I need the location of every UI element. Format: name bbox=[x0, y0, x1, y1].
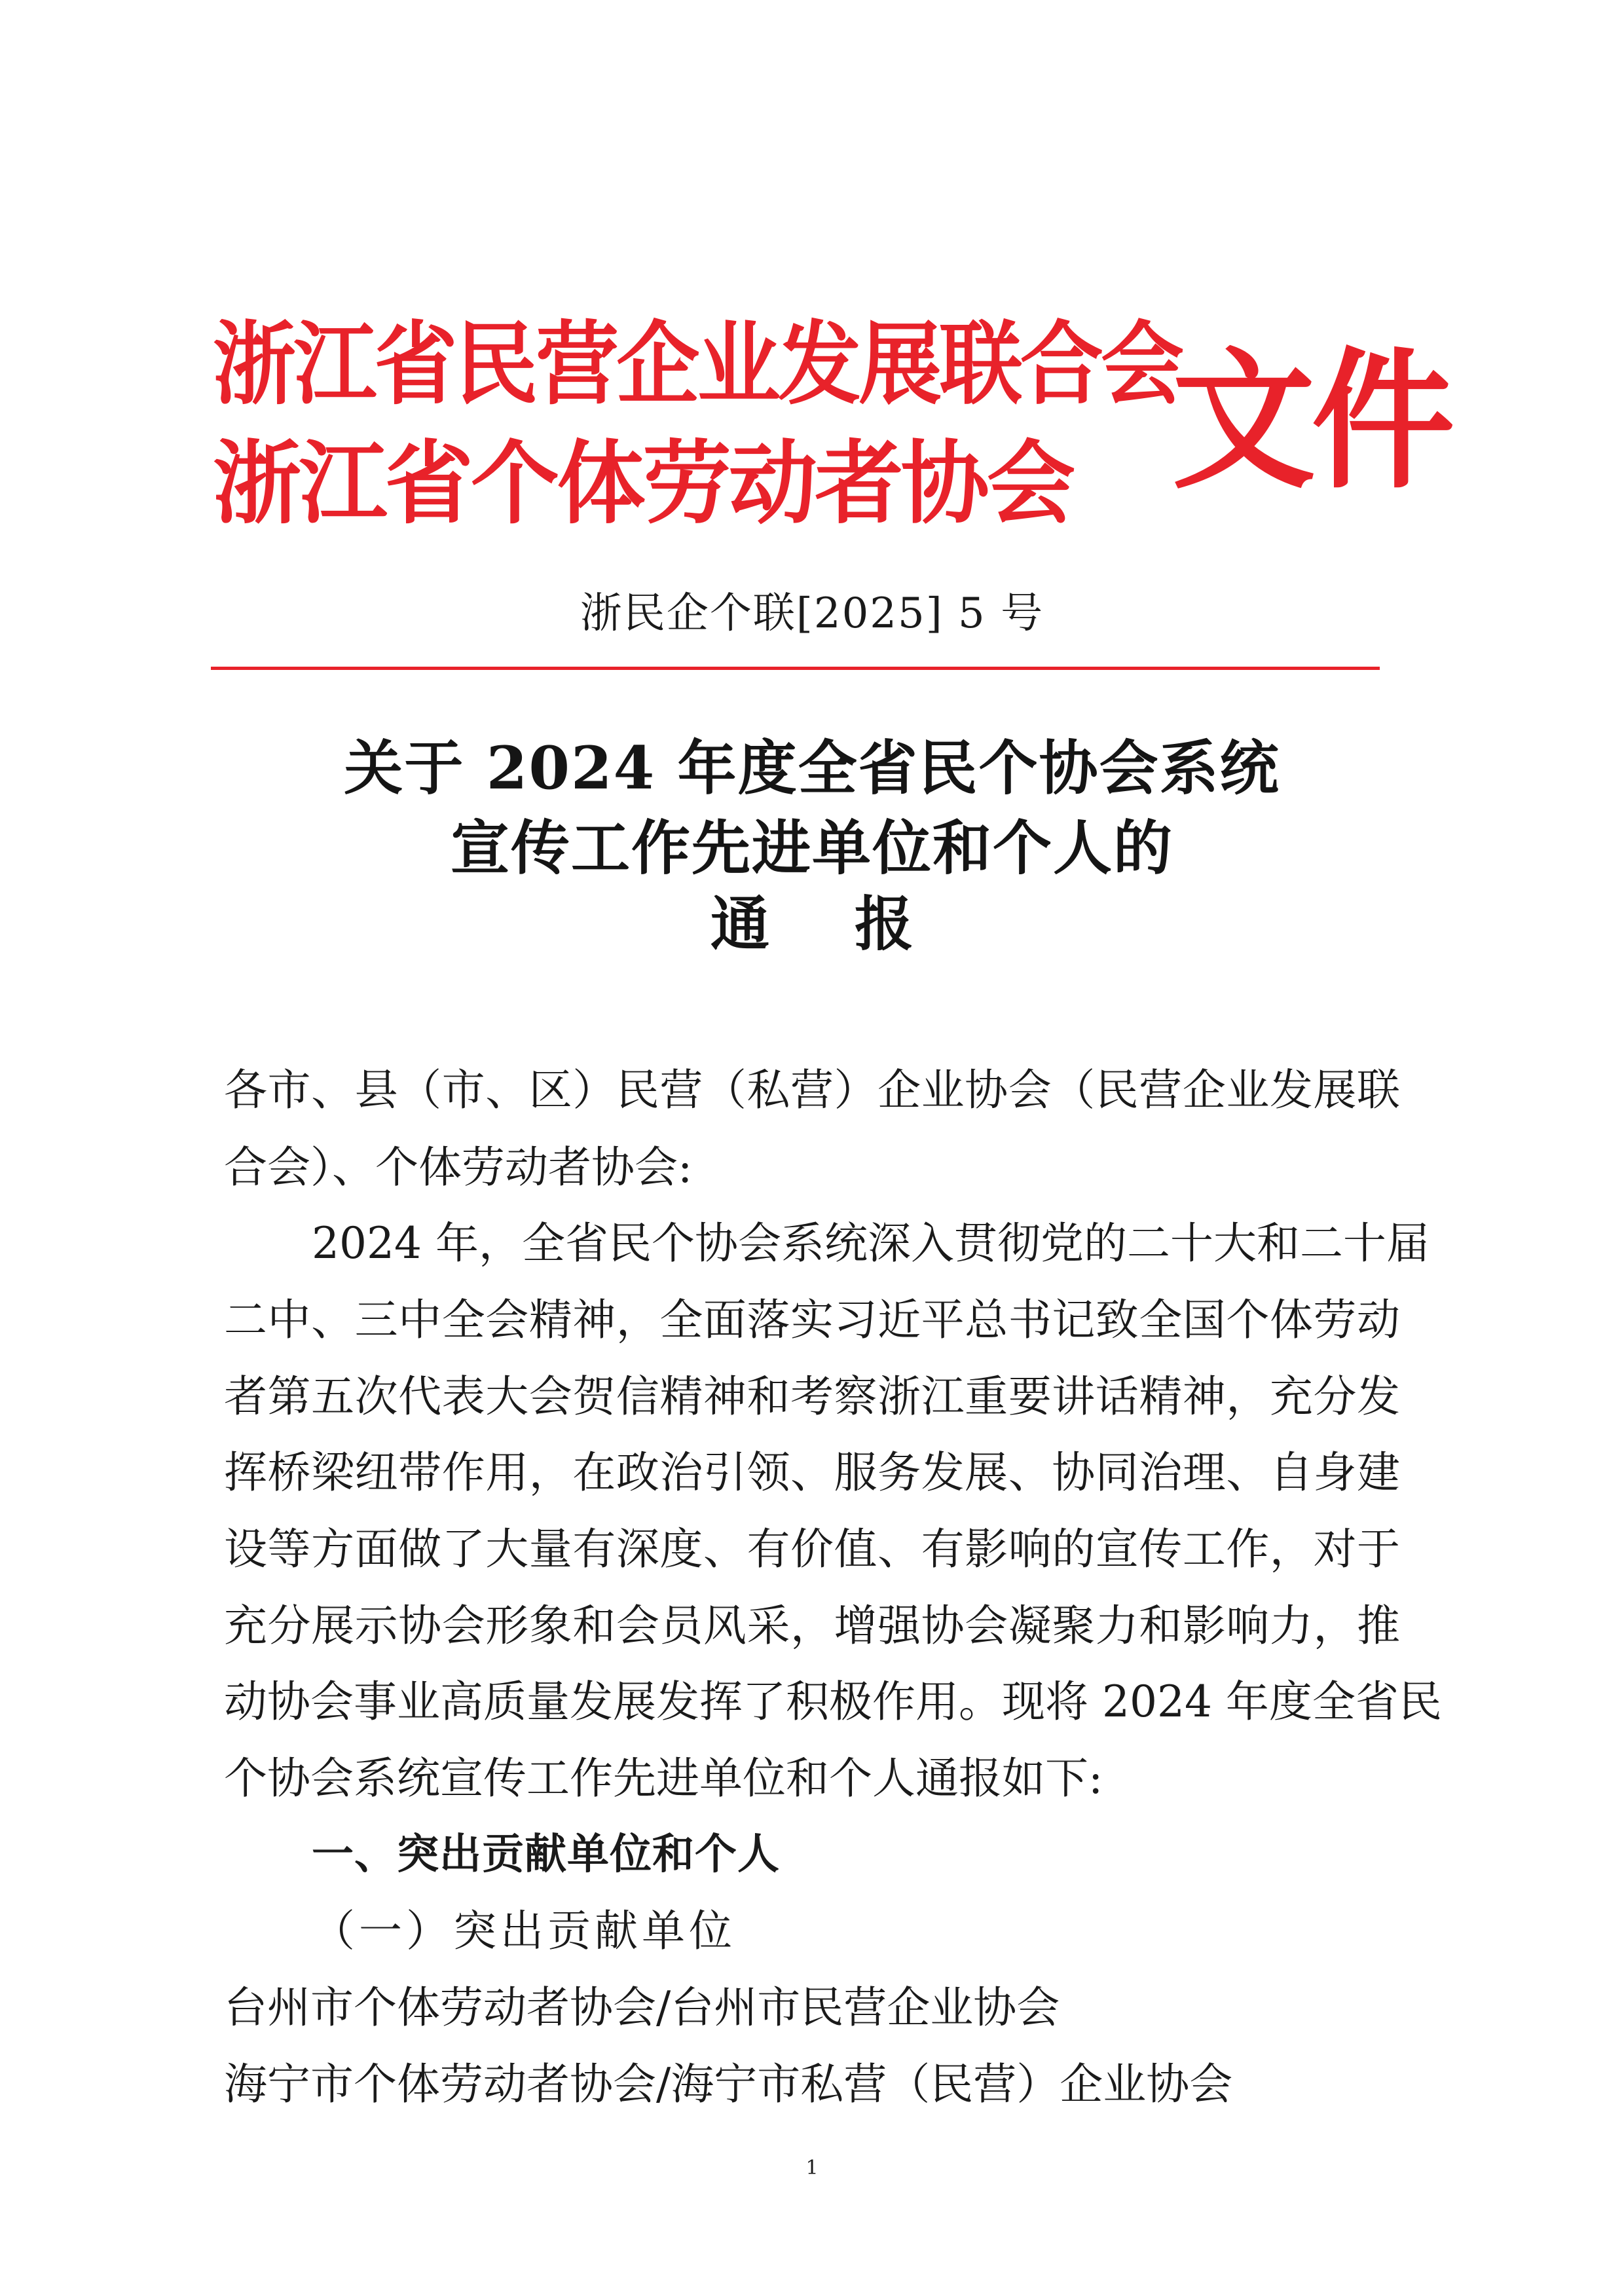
paragraph-line: 充分展示协会形象和会员风采，增强协会凝聚力和影响力，推 bbox=[224, 1601, 1400, 1651]
paragraph-line: 二中、三中全会精神，全面落实习近平总书记致全国个体劳动 bbox=[224, 1295, 1400, 1345]
paragraph-line: 者第五次代表大会贺信精神和考察浙江重要讲话精神，充分发 bbox=[224, 1371, 1400, 1422]
document-title-line-1: 关于 2024 年度全省民个协会系统 bbox=[344, 733, 1280, 803]
paragraph-line: 个协会系统宣传工作先进单位和个人通报如下: bbox=[224, 1753, 1103, 1804]
unit-list-item: 台州市个体劳动者协会/台州市民营企业协会 bbox=[224, 1982, 1060, 2033]
page-number: 1 bbox=[805, 2157, 819, 2179]
paragraph-line: 2024 年，全省民个协会系统深入贯彻党的二十大和二十届 bbox=[312, 1218, 1430, 1268]
section-heading: 一、突出贡献单位和个人 bbox=[312, 1830, 780, 1879]
document-type-label: 文件 bbox=[1172, 335, 1451, 509]
subsection-heading: （一）突出贡献单位 bbox=[312, 1906, 736, 1956]
issuing-org-2: 浙江省个体劳动者协会 bbox=[213, 431, 1073, 536]
unit-list-item: 海宁市个体劳动者协会/海宁市私营（民营）企业协会 bbox=[224, 2059, 1233, 2109]
red-separator-rule bbox=[211, 667, 1380, 670]
document-title-line-3: 通报 bbox=[710, 889, 999, 959]
paragraph-line: 设等方面做了大量有深度、有价值、有影响的宣传工作，对于 bbox=[224, 1524, 1400, 1574]
document-title-line-2: 宣传工作先进单位和个人的 bbox=[451, 813, 1173, 883]
paragraph-line: 挥桥梁纽带作用，在政治引领、服务发展、协同治理、自身建 bbox=[224, 1447, 1400, 1498]
addressee-line-2: 合会）、个体劳动者协会: bbox=[224, 1142, 693, 1193]
paragraph-line: 动协会事业高质量发展发挥了积极作用。现将 2024 年度全省民 bbox=[224, 1676, 1442, 1727]
issuing-org-1: 浙江省民营企业发展联合会 bbox=[213, 312, 1182, 417]
addressee-line-1: 各市、县（市、区）民营（私营）企业协会（民营企业发展联 bbox=[224, 1065, 1400, 1115]
document-number: 浙民企个联[2025] 5 号 bbox=[580, 589, 1044, 638]
